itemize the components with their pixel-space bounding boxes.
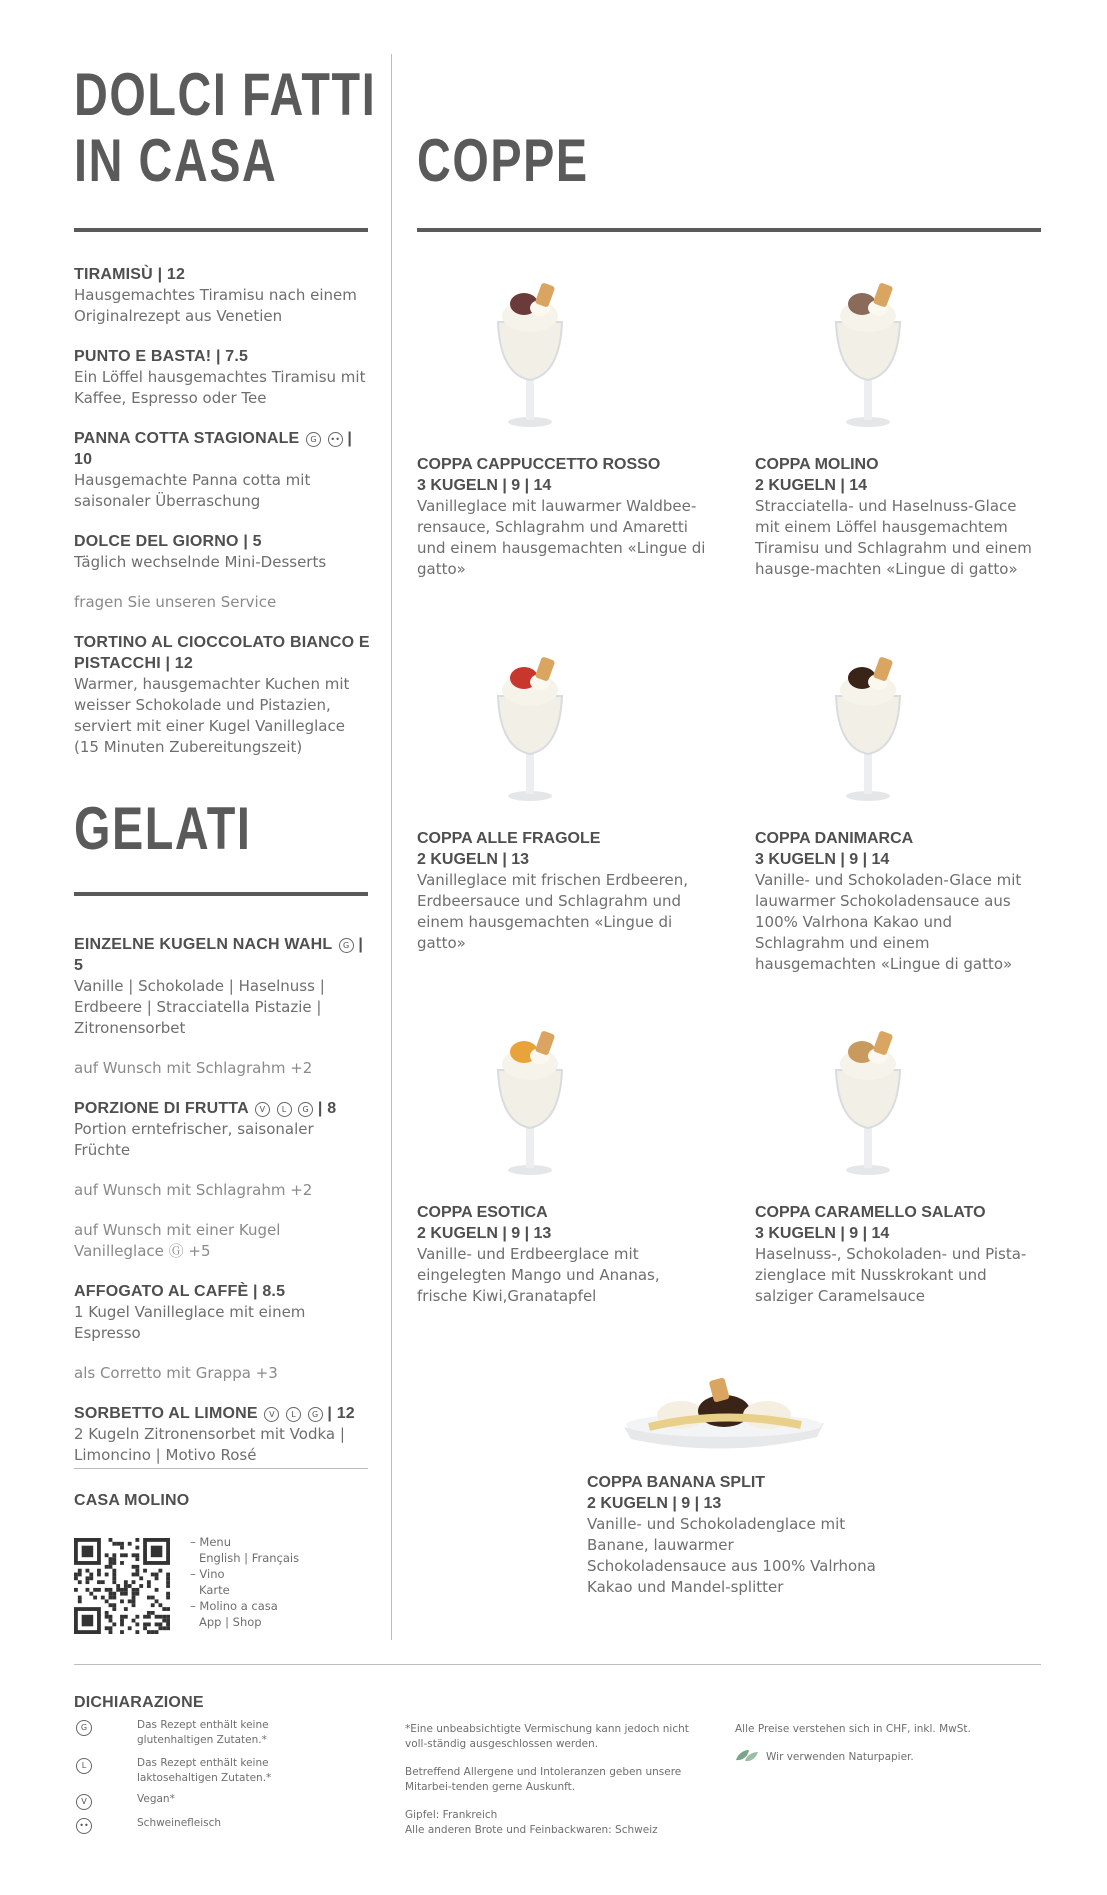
allergen-badge-icon: L [277, 1102, 292, 1117]
coppa-price: 3 KUGELN | 9 | 14 [755, 851, 890, 868]
item-title: PORZIONE DI FRUTTA [74, 1100, 249, 1117]
casa-link[interactable]: – Molino a casa [190, 1599, 278, 1613]
coppa-description: Vanilleglace mit frischen Erdbeeren, Erdbeersauce und Schlagrahm und einem hausgemachten «Lingue di gatto» [417, 871, 688, 952]
coppa-name: COPPA CAPPUCCETTO ROSSO [417, 456, 661, 473]
legend-text: Vegan* [137, 1793, 175, 1805]
coppa-price: 2 KUGELN | 9 | 13 [417, 1225, 552, 1242]
item-name [74, 346, 374, 367]
title-dolci-fatti [74, 62, 376, 194]
coppa-item [417, 828, 707, 954]
coppa-name: COPPA ALLE FRAGOLE [417, 830, 601, 847]
coppa-glass-icon [818, 1018, 918, 1178]
coppa-description: Vanille- und Schokoladen-Glace mit lauwarmer Schokoladensauce aus 100% Valrhona Kakao und Schlagrahm und einem hausgemachten «Lingue di gatto» [755, 871, 1022, 973]
item-title: EINZELNE KUGELN NACH WAHL [74, 936, 333, 953]
coppa-name: COPPA CARAMELLO SALATO [755, 1204, 986, 1221]
item-description: Hausgemachtes Tiramisu nach einem Originalrezept aus Venetien [74, 286, 357, 325]
item-name [74, 428, 374, 470]
footer-note: Alle anderen Brote und Feinbackwaren: Schweiz [405, 1824, 658, 1836]
coppa-glass-icon [818, 644, 918, 804]
coppa-description: Haselnuss-, Schokoladen- und Pista-zienglace mit Nusskrokant und salziger Caramelsauce [755, 1245, 1027, 1305]
coppa-price: 3 KUGELN | 9 | 14 [755, 1225, 890, 1242]
allergen-badge-icon: G [339, 938, 354, 953]
paper-note: Wir verwenden Naturpapier. [766, 1751, 914, 1763]
footer-note: Betreffend Allergene und Intoleranzen geben unsere Mitarbei-tenden gerne Auskunft. [405, 1766, 682, 1793]
item-description: Hausgemachte Panna cotta mit saisonaler Überraschung [74, 471, 311, 510]
legend-symbol-icon: L [76, 1758, 92, 1774]
item-description: Warmer, hausgemachter Kuchen mit weisser Schokolade und Pistazien, serviert mit einer Kugel Vanilleglace (15 Minuten Zubereitungszeit) [74, 675, 350, 756]
menu-item [74, 428, 374, 512]
dichiarazione-title: DICHIARAZIONE [74, 1694, 204, 1711]
divider-footer [74, 1664, 1041, 1665]
allergen-badge-icon: •• [328, 432, 343, 447]
item-name [74, 264, 374, 285]
item-price: | 12 [327, 1405, 355, 1422]
title-line-2: IN CASA [74, 127, 278, 194]
leaf-icon [735, 1748, 759, 1764]
item-price: | 10 [74, 430, 353, 468]
coppa-glass-icon [480, 270, 580, 430]
menu-item [74, 1281, 374, 1344]
casa-links [190, 1534, 299, 1630]
footer-note: *Eine unbeabsichtigte Vermischung kann jedoch nicht voll-ständig ausgeschlossen werden. [405, 1723, 689, 1750]
coppa-price: 2 KUGELN | 9 | 13 [587, 1495, 722, 1512]
coppa-item [755, 1202, 1045, 1307]
coppa-item [417, 1202, 707, 1307]
allergen-badge-icon: L [286, 1407, 301, 1422]
coppa-glass-icon [480, 1018, 580, 1178]
casa-link[interactable]: App | Shop [199, 1615, 262, 1629]
divider-coppe [417, 228, 1041, 232]
item-title: TORTINO AL CIOCCOLATO BIANCO E PISTACCHI | 12 [74, 634, 370, 672]
item-name [74, 1281, 374, 1302]
menu-item [74, 1098, 374, 1161]
coppa-item [755, 454, 1045, 580]
allergen-badge-icon: G [308, 1407, 323, 1422]
divider-dolci [74, 228, 368, 232]
menu-note: auf Wunsch mit Schlagrahm +2 [74, 1181, 313, 1199]
menu-note: fragen Sie unseren Service [74, 593, 277, 611]
menu-item [74, 531, 374, 573]
legend-symbol-icon: G [76, 1720, 92, 1736]
title-gelati: GELATI [74, 795, 252, 862]
gelati-list [74, 934, 374, 1485]
item-description: Portion erntefrischer, saisonaler Früchte [74, 1120, 314, 1159]
menu-item [74, 934, 374, 1039]
casa-link[interactable]: Karte [199, 1583, 230, 1597]
allergen-badge-icon: V [264, 1407, 279, 1422]
casa-link[interactable]: – Menu [190, 1535, 231, 1549]
coppa-description: Stracciatella- und Haselnuss-Glace mit einem Löffel hausgemachtem Tiramisu und Schlagrahm und einem hausge-machten «Lingue di gatto» [755, 497, 1032, 578]
title-coppe: COPPE [417, 127, 589, 194]
legend-symbol-icon: •• [76, 1818, 92, 1834]
coppa-glass-icon [480, 644, 580, 804]
legend-symbol-icon: V [76, 1794, 92, 1810]
coppa-price: 3 KUGELN | 9 | 14 [417, 477, 552, 494]
casa-link[interactable]: English | Français [199, 1551, 300, 1565]
item-name [74, 1403, 374, 1424]
item-price: | 5 [74, 936, 364, 974]
coppa-name: COPPA ESOTICA [417, 1204, 548, 1221]
coppa-item [417, 454, 707, 580]
casa-molino-title: CASA MOLINO [74, 1492, 190, 1509]
column-divider [391, 54, 392, 1640]
menu-note: auf Wunsch mit einer Kugel Vanilleglace Ⓖ +5 [74, 1221, 281, 1260]
casa-link[interactable]: – Vino [190, 1567, 225, 1581]
divider-casa [74, 1468, 368, 1469]
item-title: PANNA COTTA STAGIONALE [74, 430, 300, 447]
coppa-description: Vanilleglace mit lauwarmer Waldbee-rensauce, Schlagrahm und Amaretti und einem hausgemachten «Lingue di gatto» [417, 497, 706, 578]
coppa-price: 2 KUGELN | 14 [755, 477, 868, 494]
dessert-list [74, 264, 374, 777]
coppa-name: COPPA MOLINO [755, 456, 879, 473]
footer-note: Gipfel: Frankreich [405, 1809, 498, 1821]
menu-item [74, 264, 374, 327]
footer-notes [405, 1722, 705, 1838]
menu-note: auf Wunsch mit Schlagrahm +2 [74, 1059, 313, 1077]
item-description: 1 Kugel Vanilleglace mit einem Espresso [74, 1303, 306, 1342]
menu-item [74, 632, 374, 758]
item-name [74, 934, 374, 976]
item-price: | 8 [317, 1100, 337, 1117]
item-description: Vanille | Schokolade | Haselnuss | Erdbeere | Stracciatella Pistazie | Zitronensorbet [74, 977, 325, 1037]
legend-text: Schweinefleisch [137, 1817, 222, 1829]
coppa-name: COPPA DANIMARCA [755, 830, 914, 847]
coppa-name: COPPA BANANA SPLIT [587, 1474, 766, 1491]
coppa-description: Vanille- und Erdbeerglace mit eingelegten Mango und Ananas, frische Kiwi,Granatapfel [417, 1245, 660, 1305]
qr-code[interactable] [74, 1538, 170, 1634]
coppa-price: 2 KUGELN | 13 [417, 851, 530, 868]
item-name [74, 1098, 374, 1119]
legend-text: Das Rezept enthält keine laktosehaltigen Zutaten.* [137, 1757, 272, 1784]
menu-note: als Corretto mit Grappa +3 [74, 1364, 278, 1382]
item-title: DOLCE DEL GIORNO | 5 [74, 533, 262, 550]
title-line-1: DOLCI FATTI [74, 61, 377, 128]
coppa-glass-icon [818, 270, 918, 430]
item-description: Ein Löffel hausgemachtes Tiramisu mit Kaffee, Espresso oder Tee [74, 368, 366, 407]
prices-note: Alle Preise verstehen sich in CHF, inkl. MwSt. [735, 1723, 971, 1735]
item-name [74, 531, 374, 552]
divider-gelati [74, 892, 368, 896]
coppa-description: Vanille- und Schokoladenglace mit Banane, lauwarmer Schokoladensauce aus 100% Valrhona Kakao und Mandel-splitter [587, 1515, 876, 1596]
item-description: 2 Kugeln Zitronensorbet mit Vodka | Limoncino | Motivo Rosé [74, 1425, 345, 1464]
banana-split-plate-icon [619, 1369, 829, 1459]
allergen-badge-icon: G [306, 432, 321, 447]
menu-item [74, 1403, 374, 1466]
item-description: Täglich wechselnde Mini-Desserts [74, 553, 327, 571]
coppa-item [587, 1472, 877, 1598]
allergen-badge-icon: V [255, 1102, 270, 1117]
item-name [74, 632, 374, 674]
coppa-item [755, 828, 1045, 975]
menu-item [74, 346, 374, 409]
item-title: TIRAMISÙ | 12 [74, 266, 186, 283]
item-title: SORBETTO AL LIMONE [74, 1405, 258, 1422]
item-title: AFFOGATO AL CAFFÈ | 8.5 [74, 1283, 286, 1300]
item-title: PUNTO E BASTA! | 7.5 [74, 348, 249, 365]
legend-text: Das Rezept enthält keine glutenhaltigen Zutaten.* [137, 1719, 269, 1746]
allergen-badge-icon: G [298, 1102, 313, 1117]
